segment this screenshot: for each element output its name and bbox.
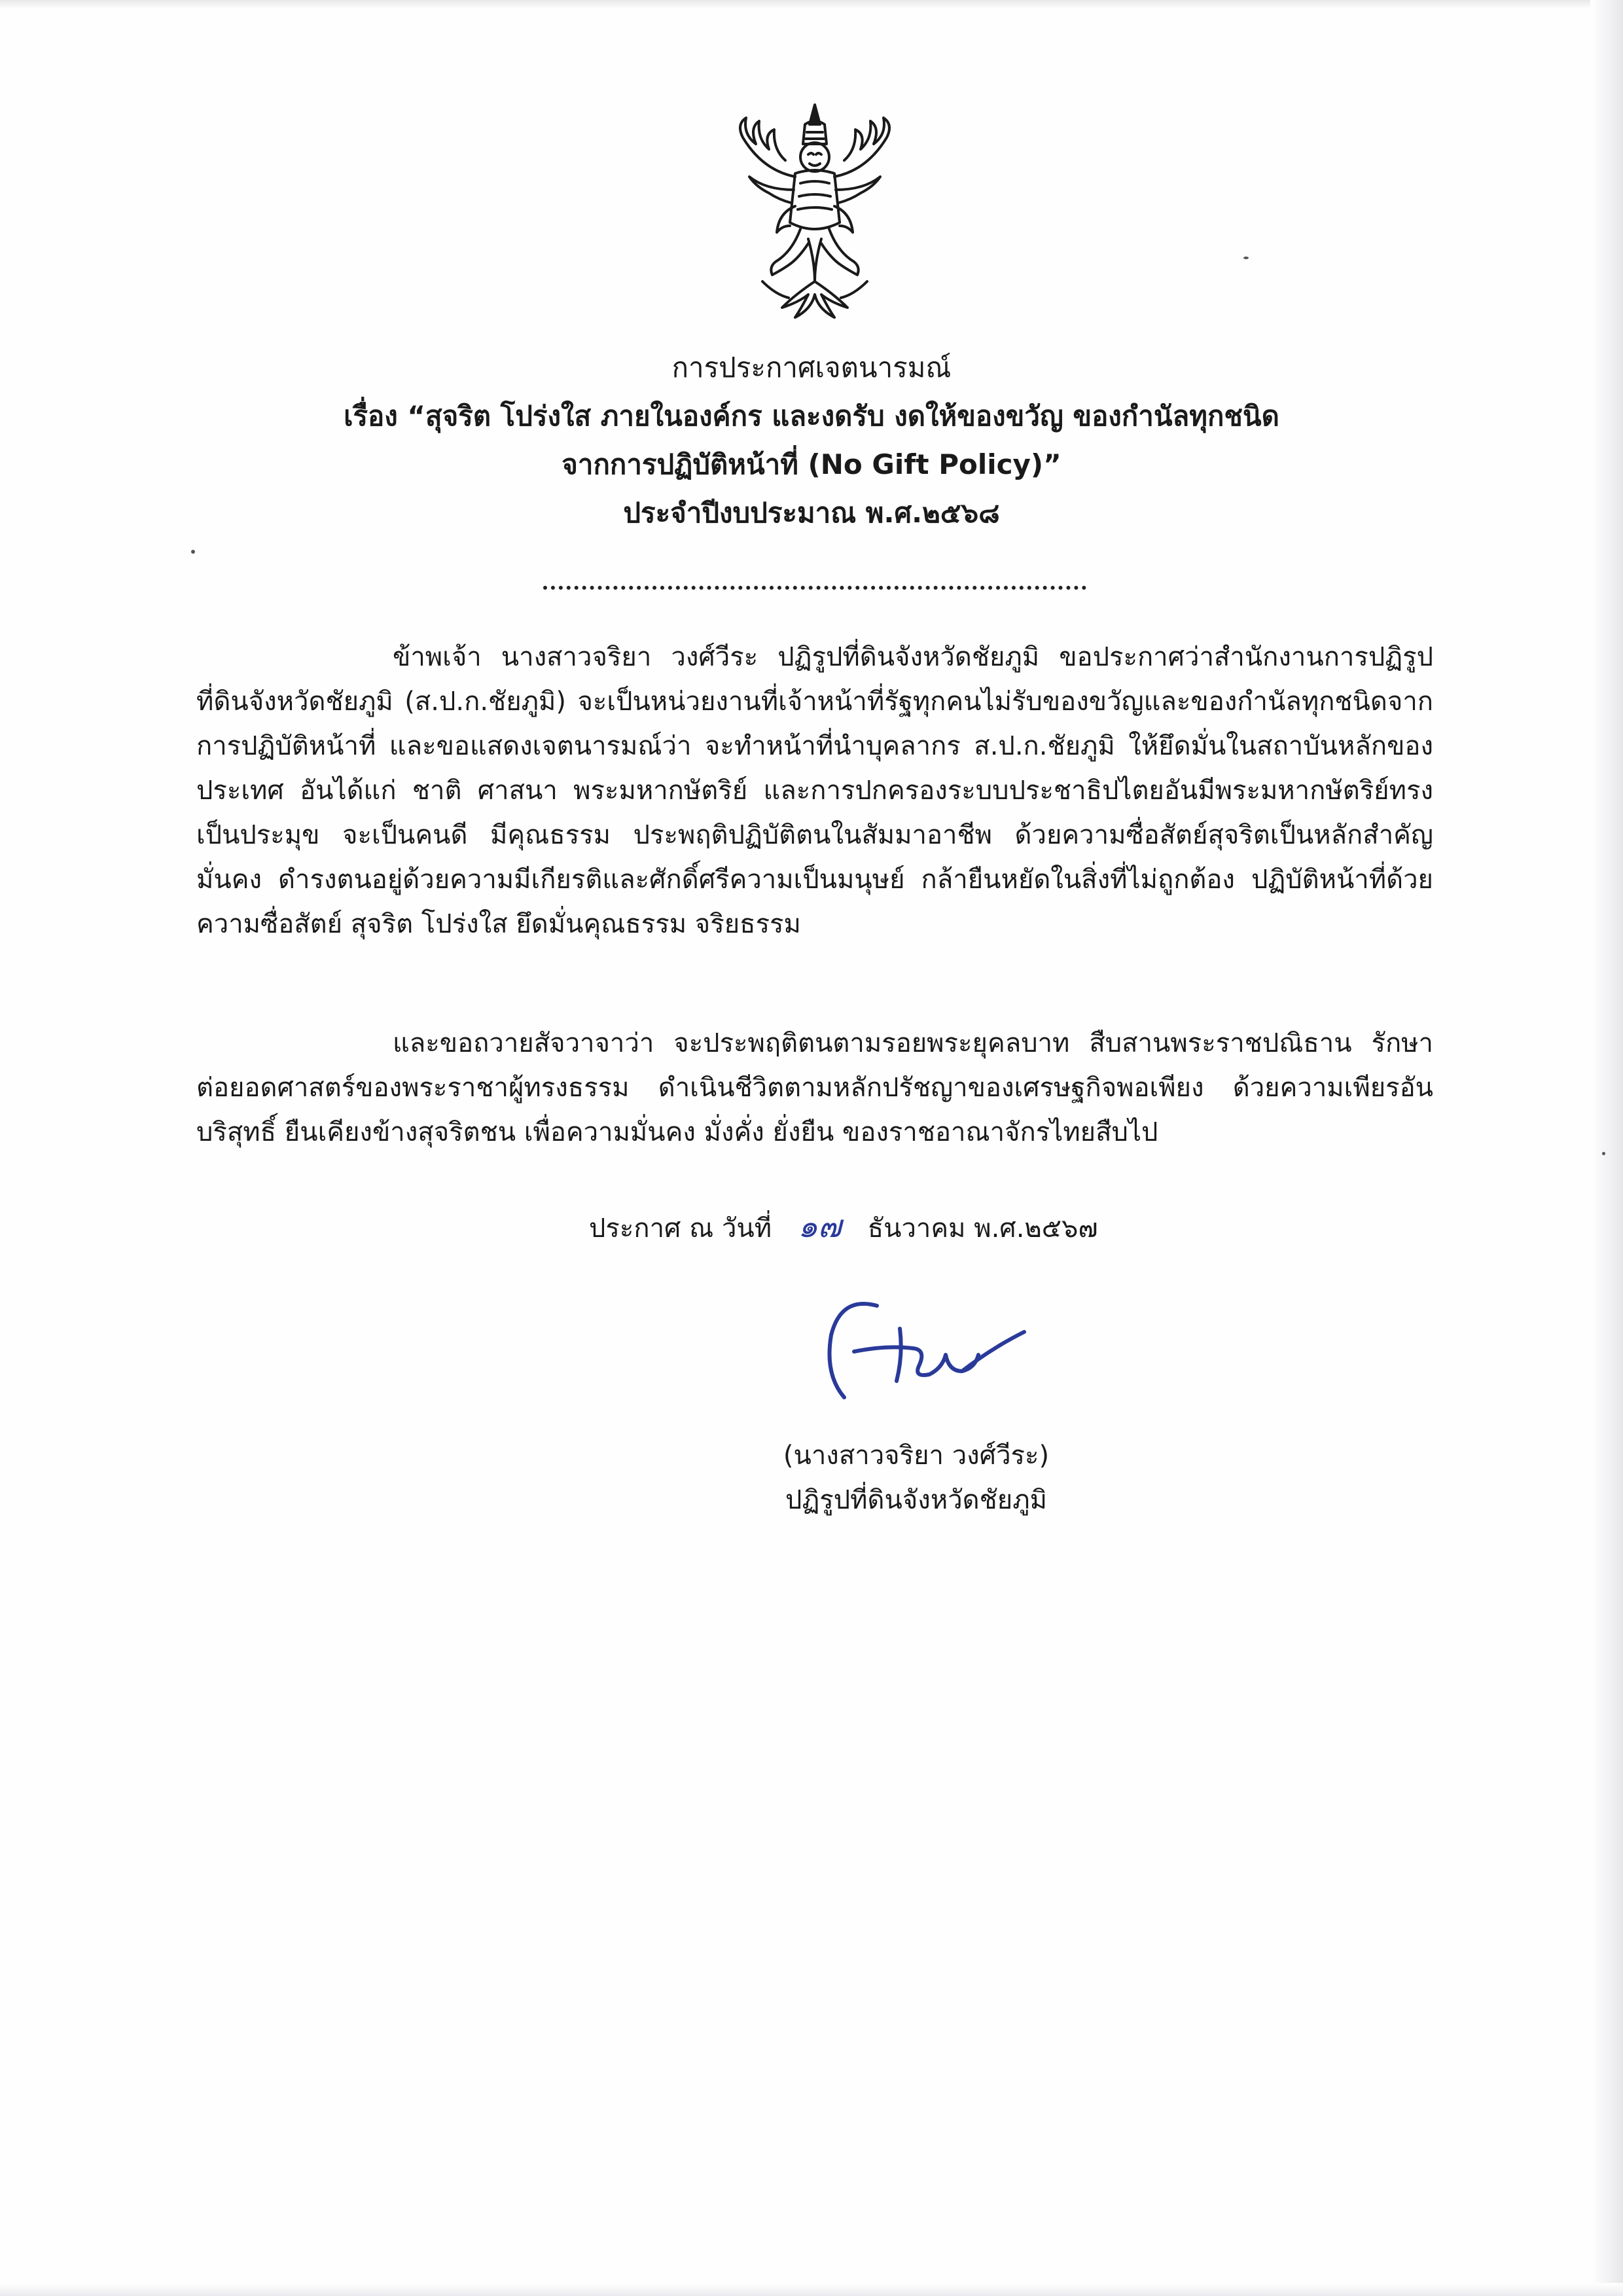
scan-edge-top [0,0,1623,9]
heading-title: การประกาศเจตนารมณ์ [671,351,952,384]
date-suffix: ธันวาคม พ.ศ.๒๕๖๗ [867,1213,1098,1244]
announcement-date [589,1204,1098,1251]
scan-speck [1243,257,1249,259]
signer-block [720,1433,1113,1522]
heading-fiscal-year: ประจำปีงบประมาณ พ.ศ.๒๕๖๘ [623,497,1000,529]
handwritten-signature [815,1283,1031,1414]
garuda-emblem-icon [717,98,913,327]
paragraph-2: และขอถวายสัจวาจาว่า จะประพฤติตนตามรอยพระยุคลบาท สืบสานพระราชปณิธาน รักษาต่อยอดศาสตร์ของพระราชาผู้ทรงธรรม ดำเนินชีวิตตามหลักปรัชญาของเศรษฐกิจพอเพียง ด้วยความเพียรอันบริสุทธิ์ ยืนเคียงข้างสุจริตชน เพื่อความมั่นคง มั่งคั่ง ยั่งยืน ของราชอาณาจักรไทยสืบไป [196,1028,1433,1147]
signer-name: (นางสาวจริยา วงศ์วีระ) [783,1441,1050,1471]
signer-position: ปฏิรูปที่ดินจังหวัดชัยภูมิ [785,1485,1047,1515]
heading-subject: เรื่อง “สุจริต โปร่งใส ภายในองค์กร และงดรับ งดให้ของขวัญ ของกำนัลทุกชนิด [344,400,1279,432]
scan-speck [191,550,195,554]
heading-subject-cont: จากการปฏิบัติหน้าที่ (No Gift Policy)” [562,448,1061,480]
dotted-divider [543,586,1086,590]
date-prefix: ประกาศ ณ วันที่ [589,1213,772,1244]
paragraph-1: ข้าพเจ้า นางสาวจริยา วงศ์วีระ ปฏิรูปที่ดินจังหวัดชัยภูมิ ขอประกาศว่าสำนักงานการปฏิรูปที่ดินจังหวัดชัยภูมิ (ส.ป.ก.ชัยภูมิ) จะเป็นหน่วยงานที่เจ้าหน้าที่รัฐทุกคนไม่รับของขวัญและของกำนัลทุกชนิดจากการปฏิบัติหน้าที่ และขอแสดงเจตนารมณ์ว่า จะทำหน้าที่นำบุคลากร ส.ป.ก.ชัยภูมิ ให้ยึดมั่นในสถาบันหลักของประเทศ อันได้แก่ ชาติ ศาสนา พระมหากษัตริย์ และการปกครองระบบประชาธิปไตยอันมีพระมหากษัตริย์ทรงเป็นประมุข จะเป็นคนดี มีคุณธรรม ประพฤติปฏิบัติตนในสัมมาอาชีพ ด้วยความซื่อสัตย์สุจริตเป็นหลักสำคัญมั่นคง ดำรงตนอยู่ด้วยความมีเกียรติและศักดิ์ศรีความเป็นมนุษย์ กล้ายืนหยัดในสิ่งที่ไม่ถูกต้อง ปฏิบัติหน้าที่ด้วยความซื่อสัตย์ สุจริต โปร่งใส ยึดมั่นคุณธรรม จริยธรรม [196,642,1433,939]
scan-speck [1602,1152,1605,1155]
scan-edge-right [1590,0,1623,2296]
scan-edge-bottom [0,2283,1623,2296]
announcement-heading [196,344,1427,537]
date-day-handwritten: ๑๗ [798,1208,842,1245]
